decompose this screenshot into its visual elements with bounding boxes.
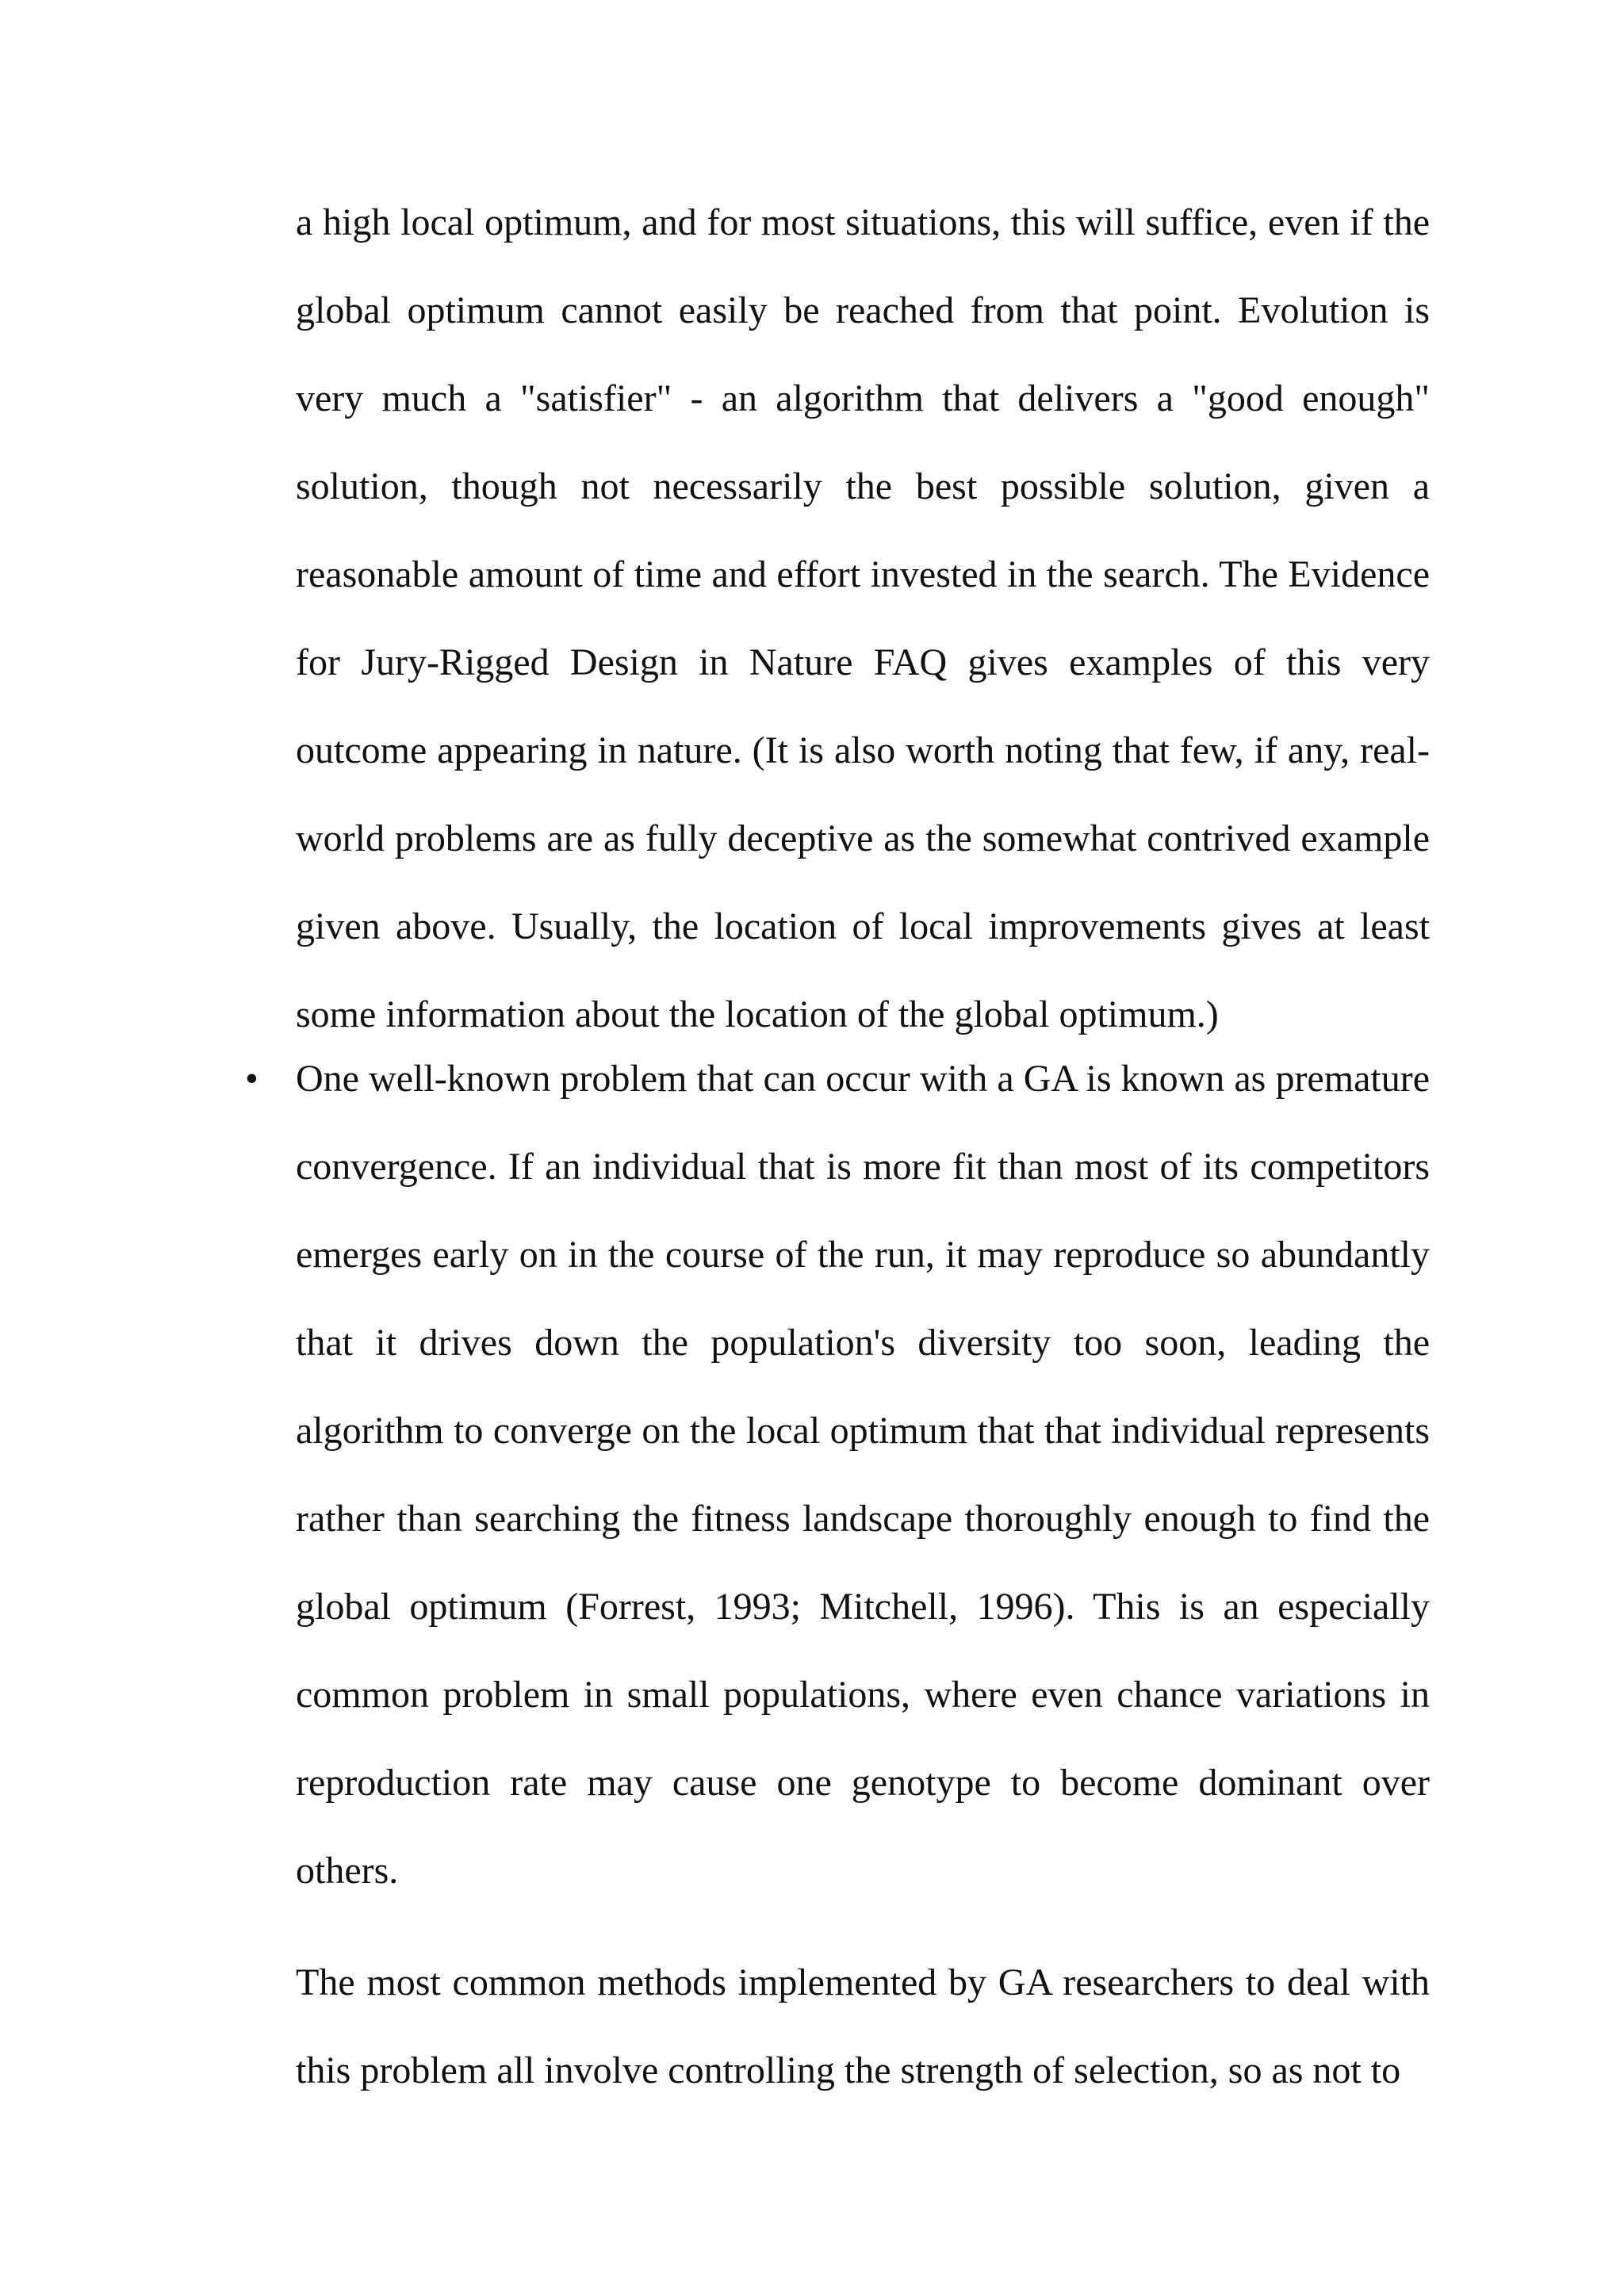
bullet-paragraph-premature-convergence: One well-known problem that can occur with a GA is known as premature convergence. If an individual that is more fit than most of its competitors emerges early on in the course of the run, it may reproduce so abundantly that it drives down the population's diversity too soon, leading the algorithm to converge on the local optimum that that individual represents rather than searching the fitness landscape thoroughly enough to find the global optimum (Forrest, 1993; Mitchell, 1996). This is an especially common problem in small populations, where even chance variations in reproduction rate may cause one genotype to become dominant over others. bbox=[296, 1058, 1430, 1892]
paragraph-continued: a high local optimum, and for most situations, this will suffice, even if the global optimum cannot easily be reached from that point. Evolution is very much a "satisfier" - an algorithm that delivers a "good enough" solution, though not necessarily the best possible solution, given a reasonable amount of time and effort invested in the search. The Evidence for Jury-Rigged Design in Nature FAQ gives examples of this very outcome appearing in nature. (It is also worth noting that few, if any, real-world problems are as fully deceptive as the somewhat contrived example given above. Usually, the location of local improvements gives at least some information about the location of the global optimum.) bbox=[296, 201, 1430, 1035]
bullet-icon: • bbox=[245, 1058, 259, 1100]
paragraph-selection-methods: The most common methods implemented by GA researchers to deal with this problem all involve controlling the strength of selection, so as not to bbox=[296, 1961, 1430, 2091]
